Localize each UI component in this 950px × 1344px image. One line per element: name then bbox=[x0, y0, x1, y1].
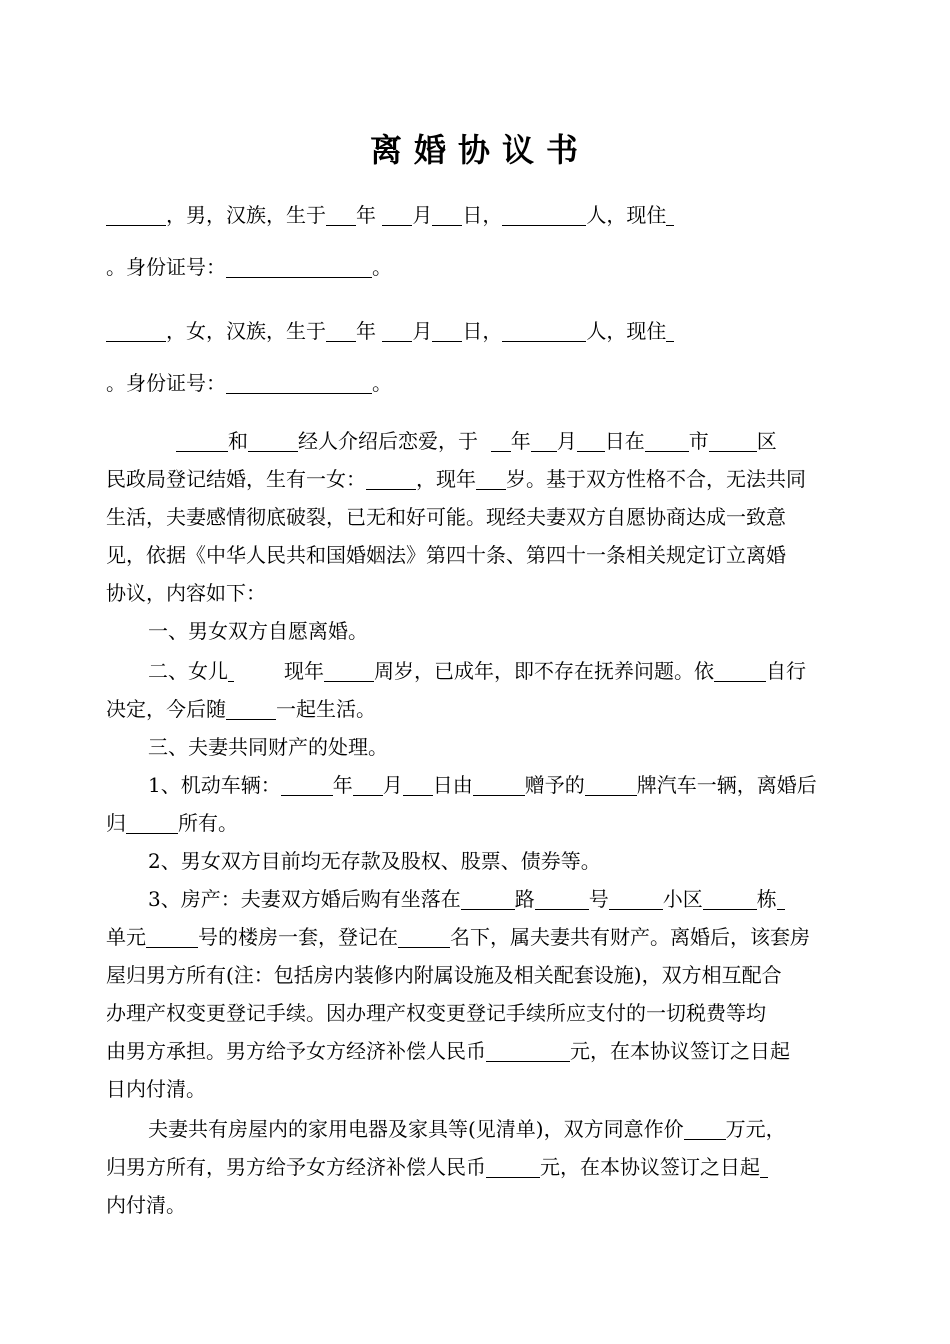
male-birth-month-blank[interactable] bbox=[382, 201, 412, 226]
female-birth-day-blank[interactable] bbox=[432, 317, 462, 342]
blank-field[interactable] bbox=[281, 771, 333, 796]
blank-field[interactable] bbox=[609, 885, 663, 910]
blank-field[interactable] bbox=[714, 657, 766, 682]
paragraph-line: 生活，夫妻感情彻底破裂，已无和好可能。现经夫妻双方自愿协商达成一致意 bbox=[106, 505, 786, 529]
daughter-name-blank[interactable] bbox=[366, 465, 416, 490]
male-birth-day-blank[interactable] bbox=[432, 201, 462, 226]
daughter-age-blank[interactable] bbox=[476, 465, 506, 490]
female-hometown-blank[interactable] bbox=[502, 317, 586, 342]
female-id-line: 。身份证号： 。 bbox=[106, 371, 392, 395]
blank-field[interactable] bbox=[473, 771, 525, 796]
blank-field[interactable] bbox=[760, 1153, 768, 1178]
blank-field[interactable] bbox=[486, 1153, 540, 1178]
clause-heading: 一、男女双方自愿离婚。 bbox=[148, 619, 368, 643]
blank-field[interactable] bbox=[491, 427, 511, 452]
blank-field[interactable] bbox=[126, 809, 178, 834]
blank-field[interactable] bbox=[709, 427, 757, 452]
blank-field[interactable] bbox=[645, 427, 689, 452]
paragraph-line: 3、房产：夫妻双方婚后购有坐落在 路 号 小区 栋 bbox=[106, 884, 892, 914]
blank-field[interactable] bbox=[324, 657, 374, 682]
blank-field[interactable] bbox=[703, 885, 757, 910]
female-birth-year-blank[interactable] bbox=[326, 317, 356, 342]
male-name-blank[interactable] bbox=[106, 201, 166, 226]
paragraph-line: 日内付清。 bbox=[106, 1077, 206, 1101]
blank-field[interactable] bbox=[684, 1115, 726, 1140]
blank-field[interactable] bbox=[398, 923, 450, 948]
paragraph-line: 归 所有。 bbox=[106, 811, 238, 835]
paragraph-line: 二、女儿 现年 周岁，已成年，即不存在抚养问题。依 自行 bbox=[148, 659, 806, 683]
paragraph-line: 见，依据《中华人民共和国婚姻法》第四十条、第四十一条相关规定订立离婚 bbox=[106, 543, 786, 567]
blank-field[interactable] bbox=[353, 771, 383, 796]
paragraph-line: 决定，今后随 一起生活。 bbox=[106, 697, 376, 721]
paragraph-line: 单元 号的楼房一套，登记在 名下，属夫妻共有财产。离婚后，该套房 bbox=[106, 925, 810, 949]
paragraph-line: 夫妻共有房屋内的家用电器及家具等(见清单)，双方同意作价 万元， bbox=[148, 1117, 786, 1141]
male-address-blank[interactable] bbox=[666, 201, 674, 226]
blank-field[interactable] bbox=[226, 695, 276, 720]
blank-field[interactable] bbox=[248, 427, 298, 452]
blank-field[interactable] bbox=[585, 771, 637, 796]
blank-field[interactable] bbox=[486, 1037, 570, 1062]
document-title: 离婚协议书 bbox=[369, 131, 590, 169]
paragraph-line: 归男方所有，男方给予女方经济补偿人民币 元，在本协议签订之日起 bbox=[106, 1152, 850, 1182]
paragraph-line: 民政局登记结婚，生有一女： ，现年 岁。基于双方性格不合，无法共同 bbox=[106, 467, 806, 491]
paragraph-line: 2、男女双方目前均无存款及股权、股票、债券等。 bbox=[148, 849, 601, 873]
paragraph-line: 由男方承担。男方给予女方经济补偿人民币 元，在本协议签订之日起 bbox=[106, 1039, 790, 1063]
blank-field[interactable] bbox=[461, 885, 515, 910]
paragraph-line: 办理产权变更登记手续。因办理产权变更登记手续所应支付的一切税费等均 bbox=[106, 1001, 766, 1025]
paragraph-line: 屋归男方所有(注：包括房内装修内附属设施及相关配套设施)，双方相互配合 bbox=[106, 963, 782, 987]
female-info-line: ，女，汉族，生于 年 月 日， 人，现住 bbox=[106, 316, 850, 346]
female-address-blank[interactable] bbox=[666, 317, 674, 342]
blank-field[interactable] bbox=[535, 885, 589, 910]
female-id-number-blank[interactable] bbox=[226, 369, 372, 394]
female-birth-month-blank[interactable] bbox=[382, 317, 412, 342]
blank-field[interactable] bbox=[531, 427, 557, 452]
paragraph-line: 1、机动车辆： 年 月 日由 赠予的 牌汽车一辆，离婚后 bbox=[148, 773, 817, 797]
clause-heading: 三、夫妻共同财产的处理。 bbox=[148, 735, 388, 759]
blank-field[interactable] bbox=[403, 771, 433, 796]
blank-field[interactable] bbox=[228, 657, 234, 682]
paragraph-line: 内付清。 bbox=[106, 1193, 186, 1217]
blank-field[interactable] bbox=[146, 923, 198, 948]
male-birth-year-blank[interactable] bbox=[326, 201, 356, 226]
male-id-line: 。身份证号： 。 bbox=[106, 255, 392, 279]
blank-field[interactable] bbox=[777, 885, 785, 910]
female-name-blank[interactable] bbox=[106, 317, 166, 342]
paragraph-line: 和 经人介绍后恋爱，于 年 月 日在 市 区 bbox=[106, 426, 920, 456]
blank-field[interactable] bbox=[176, 427, 228, 452]
blank-field[interactable] bbox=[577, 427, 605, 452]
male-id-number-blank[interactable] bbox=[226, 253, 372, 278]
male-hometown-blank[interactable] bbox=[502, 201, 586, 226]
paragraph-line: 协议，内容如下： bbox=[106, 581, 266, 605]
male-info-line: ，男，汉族，生于 年 月 日， 人，现住 bbox=[106, 200, 850, 230]
